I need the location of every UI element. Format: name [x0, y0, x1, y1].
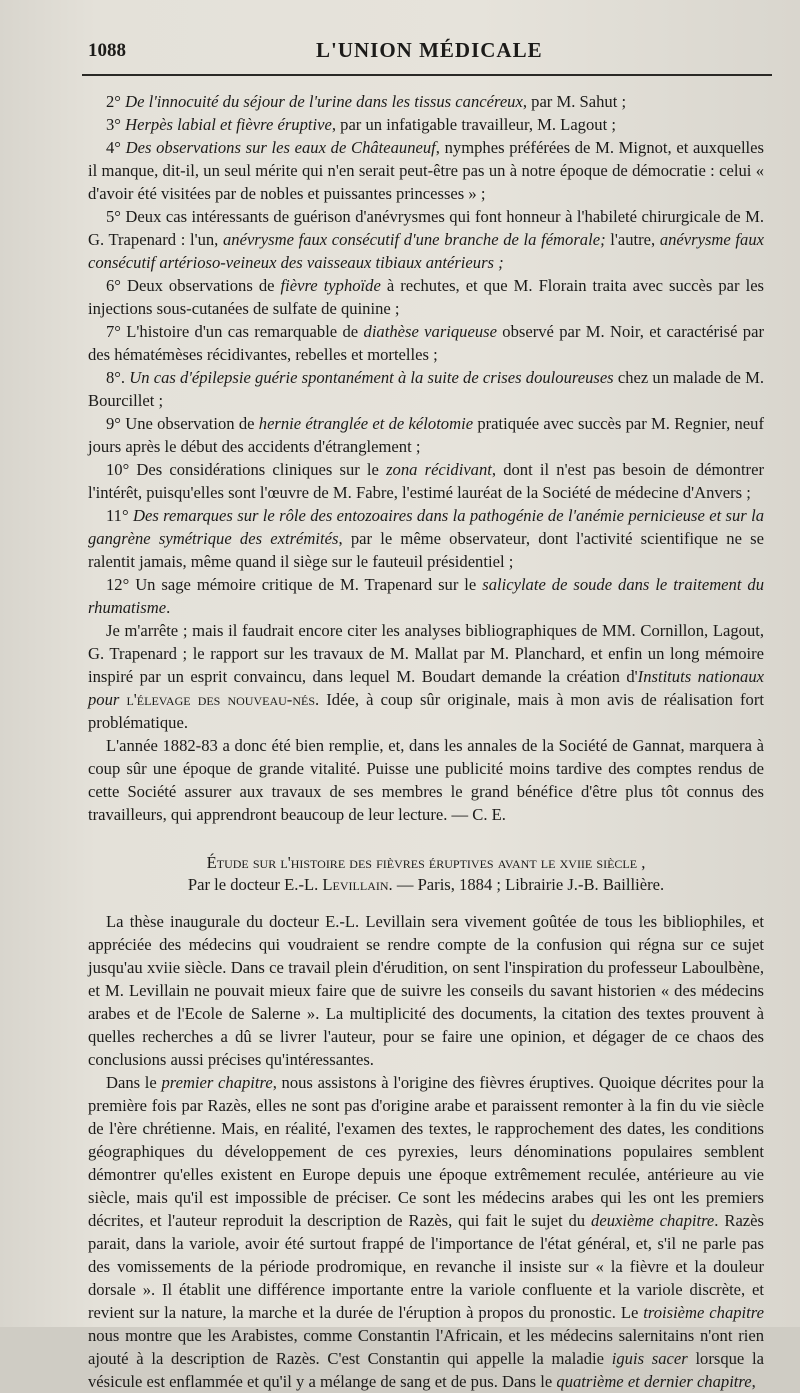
article-body: [88, 90, 764, 1393]
list-item: 9° Une observation de hernie étranglée et de kélotomie pratiquée avec succès par M. Regnier, neuf jours après le début des accidents d'étranglement ;: [88, 414, 764, 456]
list-item: 11° Des remarques sur le rôle des entozoaires dans la pathogénie de l'anémie pernicieuse et sur la gangrène symétrique des extrémités, par le même observateur, dont l'activité scientifique ne se ralentit jamais, même quand il siège sur le fauteuil présidentiel ;: [88, 506, 764, 571]
list-item: 2° De l'innocuité du séjour de l'urine dans les tissus cancéreux, par M. Sahut ;: [106, 92, 627, 111]
page-number: 1088: [88, 40, 126, 61]
item-number: 2°: [106, 92, 121, 111]
paragraph-chapitre: Dans le premier chapitre, nous assistons à l'origine des fièvres éruptives. Quoique décrites pour la première fois par Razès, elles ne sont pas d'origine arabe et paraissent remonter à la fin du vie siècle de l'ère chrétienne. Mais, en réalité, l'examen des textes, le rapprochement des dates, les conditions géographiques du développement de ces pyrexies, leurs dénominations populaires semblent démontrer qu'elles existent en Europe depuis une époque extrêmement reculée, antérieure au vie siècle, mais qu'il est impossible de préciser. Ce sont les médecins arabes qui les ont les premiers décrites, et l'auteur reproduit la description de Razès, qui fait le sujet du deuxième chapitre. Razès parait, dans la variole, avoir été surtout frappé de l'importance de l'état général, et, s'il ne parle pas des vomissements de la période prodromique, en revanche il insiste sur « la fièvre et la douleur dorsale ». Il établit une différence importante entre la variole confluente et la variole discrète, et revient sur la nature, la marche et la durée de l'éruption à propos du pronostic. Le troisième chapitre nous montre que les Arabistes, comme Constantin l'Africain, et les médecins salernitains n'ont rien ajouté à la description de Razès. C'est Constantin qui appelle la maladie iguis sacer lorsque la vésicule est enflammée et qu'il y a mélange de sang et de pus. Dans le quatrième et dernier chapitre,: [88, 1073, 764, 1391]
item-number: 5°: [106, 207, 121, 226]
list-item: 10° Des considérations cliniques sur le zona récidivant, dont il n'est pas besoin de démontrer l'intérêt, puisqu'elles sont l'œuvre de M. Fabre, l'estimé lauréat de la Société de médecine d'Anvers ;: [88, 460, 764, 502]
list-item: 6° Deux observations de fièvre typhoïde à rechutes, et que M. Florain traita avec succès par les injections sous-cutanées de sulfate de quinine ;: [88, 276, 765, 318]
review-author: Levillain: [322, 875, 389, 894]
header-rule: [82, 74, 772, 76]
item-number: 12°: [106, 575, 130, 594]
review-title: Étude sur l'histoire des fièvres éruptives avant le xviie siècle ,: [206, 853, 646, 872]
item-number: 8°.: [106, 368, 126, 387]
paragraph-analyses: Je m'arrête ; mais il faudrait encore citer les analyses bibliographiques de MM. Cornillon, Lagout, G. Trapenard ; le rapport sur les travaux de M. Mallat par M. Planchard, et enfin un long mémoire inspiré par un esprit convaincu, dans lequel M. Boudart demande la création d'Instituts nationaux pour l'élevage des nouveau-nés. Idée, à coup sûr originale, mais à mon avis de réalisation fort problématique.: [88, 621, 764, 732]
list-item: 8°. Un cas d'épilepsie guérie spontanément à la suite de crises douloureuses chez un malade de M. Bourcillet ;: [88, 368, 765, 410]
item-number: 4°: [106, 138, 121, 157]
list-item: 7° L'histoire d'un cas remarquable de diathèse variqueuse observé par M. Noir, et caractérisé par des hématémèses récidivantes, rebelles et mortelles ;: [88, 322, 764, 364]
paragraph-these: La thèse inaugurale du docteur E.-L. Levillain sera vivement goûtée de tous les bibliophiles, et appréciée des médecins qui voudraient se rendre compte de la confusion qui régna sur ce sujet jusqu'au xviie siècle. Dans ce travail plein d'érudition, on sent l'inspiration du professeur Laboulbène, et M. Levillain ne pouvait mieux faire que de suivre les conseils du savant historien « des médecins arabes et de l'Ecole de Salerne ». La multiplicité des documents, la citation des textes prouvent à quelles recherches a dû se livrer l'auteur, pour se faire une opinion, et dégager de ce chaos des conclusions aussi précises qu'intéressantes.: [88, 912, 764, 1069]
running-title: L'UNION MÉDICALE: [316, 38, 543, 62]
item-number: 7°: [106, 322, 121, 341]
paragraph-annee: L'année 1882-83 a donc été bien remplie, et, dans les annales de la Société de Gannat, marquera à coup sûr une époque de grande vitalité. Puisse une publicité moins tardive des comptes rendus de cette Société assurer aux travaux de ses membres le grand bénéfice d'être plus tôt connus des travailleurs, qui apprendront beaucoup de leur lecture. — C. E.: [88, 736, 764, 824]
list-item: 12° Un sage mémoire critique de M. Trapenard sur le salicylate de soude dans le traitement du rhumatisme.: [88, 575, 764, 617]
item-number: 9°: [106, 414, 121, 433]
item-number: 3°: [106, 115, 121, 134]
review-heading: Étude sur l'histoire des fièvres éruptives avant le xviie siècle , Par le docteur E.-L. Levillain. — Paris, 1884 ; Librairie J.-B. Baillière.: [187, 853, 665, 894]
list-item: 5° Deux cas intéressants de guérison d'anévrysmes qui font honneur à l'habileté chirurgicale de M. G. Trapenard : l'un, anévrysme faux consécutif d'une branche de la fémorale; l'autre, anévrysme faux consécutif artérioso-veineux des vaisseaux tibiaux antérieurs ;: [88, 207, 765, 272]
item-number: 6°: [106, 276, 121, 295]
list-item: 4° Des observations sur les eaux de Châteauneuf, nymphes préférées de M. Mignot, et auxquelles il manque, dit-il, un seul mérite qui n'en serait peut-être pas un à notre époque de démocratie : celui « d'avoir été visitées par de nobles et puissantes princesses » ;: [88, 138, 764, 203]
item-number: 10°: [106, 460, 130, 479]
item-number: 11°: [106, 506, 129, 525]
list-item: 3° Herpès labial et fièvre éruptive, par un infatigable travailleur, M. Lagout ;: [106, 115, 616, 134]
page-header: [88, 34, 748, 64]
numbered-list: [88, 90, 764, 619]
